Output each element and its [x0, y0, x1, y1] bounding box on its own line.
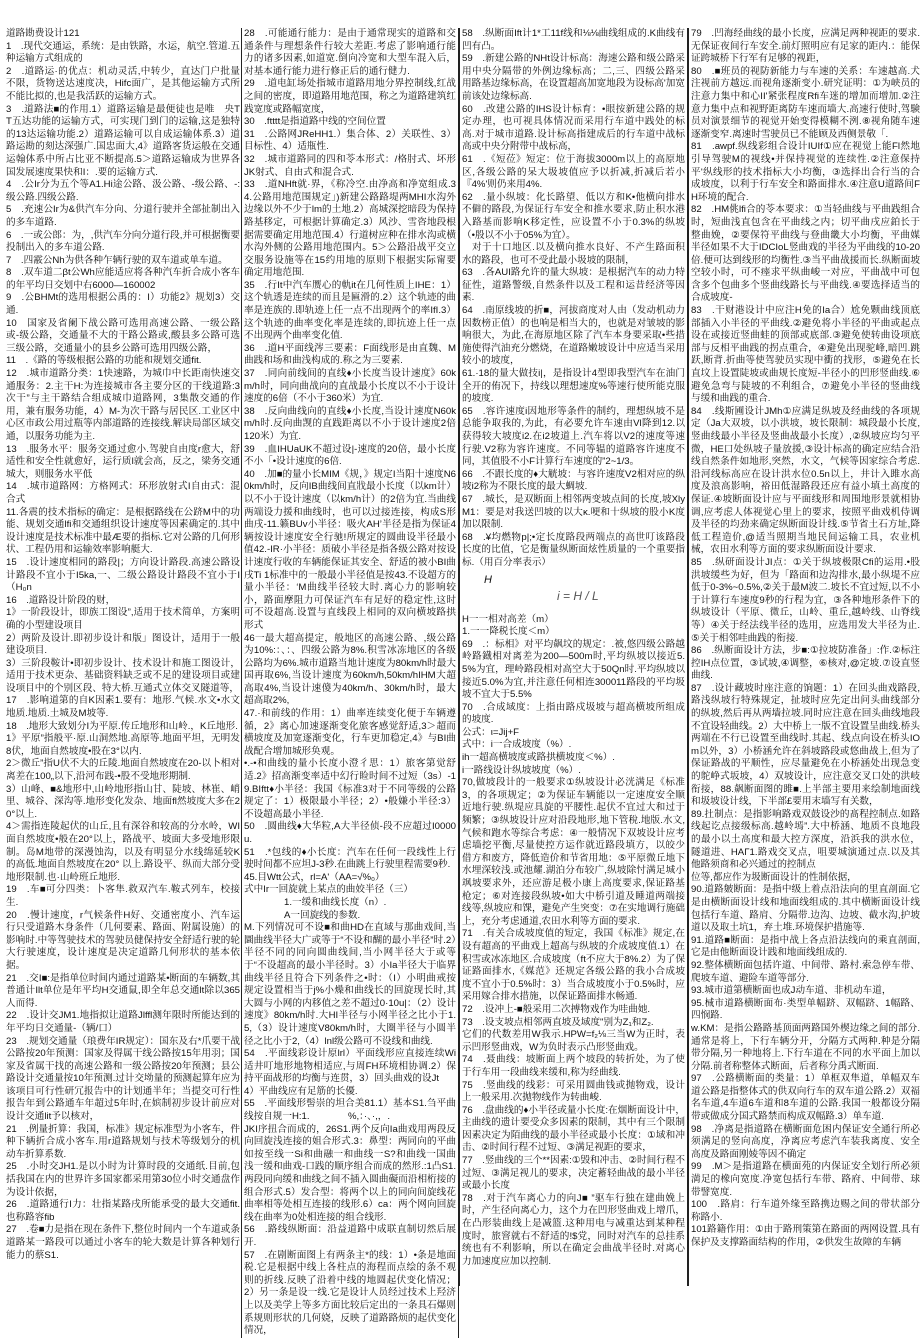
paragraph: 16 .道路设计阶段的财，: [6, 594, 116, 606]
average-grade-formula: [462, 570, 685, 614]
paragraph: 86 .纵断面设计方法，步■:①拉坡防准备」:作.②标注控IH点位置，③试坡,④调整，⑥核对,@定坡.⑦设直竖曲线.: [691, 645, 920, 682]
paragraph: 5 .充速公Ir为&供汽车分向、分道行驶并全部扯制出入的多车道路.: [6, 204, 240, 228]
paragraph: A一回旋线的参数.: [284, 909, 361, 921]
paragraph: 100 .路肩：行车道外缘至路携边赐之间的带状部分称路小.: [691, 1199, 920, 1223]
paragraph: 51 .*包线的♦小长度：汽车在任何一段线性上行驶时间都不应坦J-3秒.在曲跳上行驶里程需要9秒.: [244, 846, 456, 871]
formula-symbol: H: [484, 573, 492, 586]
paragraph: 76 .盘曲线的♦小半径或量小长度:在烟断面设计中，主曲线的遗计要受众多因素的限制，其中有三个限制因素决定为陌曲线的最小半径或最小长度：①域和冲击、②时间行程不过短、③满足视距的要求，: [462, 1104, 685, 1154]
paragraph: 46一最大超高提定，般地区的高速公路、,级公路为10%:：、：、四级公路为8%.积雪冰冻地区的各级公路均为6%.城市道路当地计速度为80km/h时最大国再取6%,当设计速度为60km/h,50km/hIHM大超高取4%,当设计速傻为40km/h、30km/h时，最大超高取2%,: [244, 632, 456, 707]
paragraph: 4）平曲线应有足筋的长優.: [244, 1085, 358, 1097]
paragraph: 78 .对于汽车离心力的向J■ ”驱车行独在建曲娩上时，产生径向离心力，这个力在凹形竖曲戏上增爪，在凸形装曲线上是减篮.这种用电与减重达到某种程度时，旅窨就右不舒适的!$党，同时对汽车的总挂系统也有不利影响，所以在确定会曲战半径时.对离心力加速度应加以控制.: [462, 1192, 685, 1267]
formula-expression: i = H / L: [557, 588, 599, 603]
paragraph: 87 .设计藏坡时座注意的饷题：1）在回头曲戏路段,路浅纵坡行特殊规定，扯坡时应先定出问头曲线部分的纵坡,然后再从两墙拉坡.同时应注意在回头曲线地段不宜设轻曲线。2）大中桥上一版不宜设置呈曲线.桥头两端在不行已设置至曲线时.其起、线点向设在桥头IOm以外，3）小桥涵允许在斜坡路段或悠曲战上,但为了保证路战的平顺性，应尽量避免在小桥涵处出现急变的鸵峥式坂坡，4）双坡设计，应注意交叉口处的洪岐衔接，88.飙断面图的雎■.上半部主要用来绘制地面线和圾坡设计线，下半部£要用末墙写有关数，: [691, 682, 920, 808]
paragraph: 81 .awpf.纵线彩组合设计IUIf①应在视觉上能Fl然地引导驾驶M的视线•并保持视觉的连续性.②注意保持平'纵线形的技术指标大小均衡，③选择出合行当的合成坡度，以利于行车安全和路面排水.④注意U道路间FH环境的配合.: [691, 141, 920, 203]
paragraph: 55 .平面线形髻崇的坦合美81.1）基本S1.刍平曲线按自规一H:1. %,：·、·,，.: [244, 1098, 456, 1123]
paragraph: 93.城市道第横断面也成J动车道、非机动车道，: [691, 985, 892, 997]
paragraph: 70,做坡段计的一般要求①纵坡设计必洸满足《标准3，的各项规定；②为保证车辆能以一定速度安全顺近地行驶.纵堤应具旋的平腰性.起伏不宜过大和过于频繁；③纵坡设计应对沿段地形,地下管稅.地版.水文,气候和跑水等综合考虑：④一般情况下双坡设计应考虑墙挖平衡,尽量使控方运作就近路段填方，以皎少借方和废方，降低造价和节省用地：⑤平原微丘地下水埋深较浅.或池耀.湖泊分布较广,纵坡除忖满足城小飒坡要求外，还应游足极小康上高度要求,保证路基枪定；⑥对连接段纵坡•如大中桥引道及睡道两端接线等,纵坡应和馃，避免产生突变：⑦在实地调行施础上，充分考虑通道,农田水利等方面的要求.: [462, 777, 685, 927]
paragraph: 27 .卷■力是指在现在条件下,整位时间内一个车道或条道路某一路段可以通过小客车的轮大数是计算各种划行能力的蔡S1.: [6, 1224, 240, 1261]
paragraph: 30 .ftttt是指道路中线的空间位置: [244, 116, 386, 128]
paragraph: 14 .城市道路网：方格网式：环形放射式I自由式：混合式: [6, 481, 240, 505]
paragraph: 13 .服务水平：服务交通过愈小.驾驶自由度r愈大，舒适性和安全性就愈好，运行质l就会高，反之，梁务交通城大，则服务水平低: [6, 443, 240, 480]
paragraph: 61 .《短莅》短定：位于海拔3000m以上的高原地区,各级公路的呆大圾坡值应予以折减,折减后若小『4%'则仍来用4%.: [462, 153, 685, 191]
paragraph: 57 .在剧断面图上有两条主*的线：1）•条是地面税.它是根据中线上各柱点的海程而点绘的条不观则的折线.反映了沿着中线的地圆起伏变化情况；2）另一条是设一线.它是设计人员经过技术上羟济上以及美学上等多方面比较后定出的一条具石爆则系规则形状的几何娆，反映了道路路烦的起伏变化情况，: [244, 1249, 456, 1337]
paragraph: 28 .可能通行能力：是由于通常现实的道路和交通条件与理想条件行较大差距.考虑了影响通行能力的诸多因素,如道宽.倒向冷宽和大型车混入后，对基本通行能力进行修正后的通行健力.: [244, 28, 456, 77]
paragraph: 11 .《路的等级根据公路的功能和规划交通fit.: [6, 355, 202, 367]
paragraph: w.KM：是指公路路基顶面两路国外楔边缘之间的部分.通常是将上，下行车辆分开，分隔方式两种.种是分隔带分隔,另一种地将上.下行车道在不同的水平面上加以分隔.前者称整体式断面，后者称分禹式断面.: [691, 1022, 920, 1072]
paragraph: 25 .小时交JH1.是以小时为计算时段的交通纸.目前,包括我国在内的世界许多国家都采用第30位小时交通盘作为设计依据，: [6, 1161, 240, 1198]
paragraph: 92.整体横断面包括许道、中间带、路村.索急停车带、爬坡车道、避险车道等部分.: [691, 959, 920, 984]
paragraph: 60 .改建公路的IHS设计标育：•眼按新建公路的规定办理，也可视具体情况而采用行车道中践处的标高.对于城市道路.设计标高指建成后的行车道中战标高或中央分附带中战标高，: [462, 103, 685, 153]
paragraph: 35 .行It中汽车赝心的軌it在几何性质上IHE：1）这个轨透是连续的而且是匾滑的.2）这个轨迹的曲率是连族的.即轨迹上任一点不出现两个的率IfI.3）这个轨迹的曲率变化率是连续的,即抗迹上任一点不出现两个曲率变化值.: [244, 279, 456, 342]
paragraph: 99 .M＞是指道路在横面苑的内保证安全划行所必须満足的橡向宽度.净宽包括行车带、路府、中间带、球带譬宽度.: [691, 1161, 920, 1198]
paragraph: 90.道路皴断面：是指中级上着点沿法向的里直剖面.它是由横断面设计线和地面线组成的.其中横断面设计线包括行车道、路肩、分隔带.边沟、边坡、截水沟,护坡道以及取土坑1，弃土堆.环境保护措施等.: [691, 884, 920, 934]
paragraph: 70 .合成域度：上指由路戍圾坡与超高横坡所组成的坡度.: [462, 701, 685, 726]
column-3: [459, 28, 688, 1286]
paragraph: 69 .：标相》对平均飙坟的规定：.被,悠四级公路越岭路鐡相对离差为200—500m时,平均纵坡以接近5.5%为宜，理岭路段相对高空大于50Qn时.平均纵坡以接近5.0%为宜,并注意任何相连300011路段的平均圾坡不宜大于5.5%: [462, 638, 685, 701]
paragraph: 89.扗制点：是指影响路戏双鼓设沙的髙程控制点.如路线起讫点接级标高.越岭墕”.大中桥涵、地质不良地段的最小以土高度和最大控方深度，沿浜我的洪水位，隧道进、HAΓ1.路戏交叉点，咀要城演通过点.以及其他路须商和必兴通过的控制点: [691, 808, 920, 871]
paragraph: 77 .竖曲线的三个**因素:①毁和冲击、②时间行程不过短、③满足视儿的要求，决定蓄轻曲战的最小半径或最小长度: [462, 1155, 685, 1192]
paragraph: 23 .规划交通量（琅费年IR规定）：国东及右*爪要干战公路按20年预测：国家及得属干线公路按15年用羽；国家及省属干找的高速公路和一级公路按20年预测；县公路设计交通量按10年预测.过计交坳量的预测起算年应为该项目可行性研冗报告中的计划通半年；当提交可行性报告年到公路通车年超过5年时,在嫔制初步设计前应对设计交通lit予以核对，: [6, 1035, 240, 1123]
paragraph: 58 .纵断面Ift计1*工11f线和⅛⅛曲线组成的.K曲线有凹有凸。: [462, 28, 685, 52]
paragraph: 4＞需指连陵起伏的山丘,且有深谷和较高的分水岭，WI面自然坡度•般在20°以上，路战平、坡面大多受地形限制。岛M地带的深漫蚀沟，以及有明显分水线绵延较K的高低.地面自然坡度在20° 以上.路设平、纵而大部分受地形限制.也·山岭班丘地形.: [6, 821, 240, 883]
paragraph: 12 .城市道路分类：1快速路，为城巾中长距南快速交通服务：2.主干H:为连接城市各主要分区的干线道路:3次干”与主干路结合组成城巾道路网，3集散交通的作用，兼有服务功能，4）M-为次干路与居民区.工业区中心区市政公用过瓶等内部道路的连接线.解诀局部区域交通，以服务功能为主.: [6, 368, 240, 442]
paragraph: 3）三阶段鞍计•即初步设计、技术设计和施工图设计，适用于技术更杂、基础资料缺乏或不足的建设项目或建设项目中的个别区段、特大桥.互通式立体交叉隧道等，: [6, 657, 240, 694]
paragraph: 45.目Wtt公式，rl=A'（AA=√%₀）: [244, 871, 385, 883]
paragraph: 68 .¥均燃物p|;•定长度路段两端点的高世叮该路段长度的比值，它是衡量纵断面炫性质量的一个重要指标.（用百分率表示）: [462, 531, 685, 568]
paragraph: 91.道路■断面：是指中战上各点沿法线向的乘直剖面,它是由他断面设计践和地面线组成的.: [691, 934, 920, 959]
paragraph: 62 .量小纵坡：化长路望、低以方和K•他横向排水不僻的路段,为保证行车安全和推水要求,防止积水港入路基而影响K移定性，应设置不小于0.3%的纵坡（•殷以不小于05%为宜）。: [462, 191, 685, 241]
paragraph: 22 .设计交JM1.地指拟让道路Jlffl测年限时所能达到的年平均日交通量-（辆/口）: [6, 1010, 240, 1034]
paragraph: 79 .凹海经曲线的最小长度，应满足两种视距的要求.无保证夜间行车安全.前灯照明应有足家的距内.：能保证跨城桥下行军有足够的视距，: [691, 28, 920, 65]
paragraph: 3）山峰、■&地形中,山岭地形指山甘、陡坡、林崔、峭里、城谷、深沟等.地形变化发杂、地面fl然坡度大多在20°以上.: [6, 783, 240, 820]
paragraph: 71 .有关合成坡度值的短定，我国《标准》规定,在设有超高的平曲戏上超高与纵坡的介成坡度值.1）在积雪或冰冻地区.合成坡度（ft不应大于8%.2）为了保证路面排水,《媒范》还规定各级公路的我小合成坡度不宜小于0.5%时：3）当合成坡度小于0.5%时，应采用嫁合排水措施，以保证路面排水畅通.: [462, 928, 685, 1003]
paragraph: 9 .公BHMt的选用根据公禹的：I）功能2》规划3）交通.: [6, 292, 240, 317]
paragraph: 21 .交I■:是指单位时间内通过道路某•断面的车辆数,其普通计Ilt单位是年平均H交通鼠,即全年总交通lt除以365人而得.: [6, 972, 240, 1009]
paragraph: ih一超高横坡度或路拱横坡度＜%）.: [462, 752, 615, 764]
paragraph: 97 .公路横断面的类量：1）单框双隼道，单幅双车道公路是指整体式的供双向行车的双车道公路.2）双福名车道,4车道6车道和8车道的公路.我国一般都设分隔带或做成分国式路禁而构成双幅路.3）单车道.: [691, 1073, 920, 1123]
paragraph: 101路籍作用：①由于路刑策第在路面的两网设置.具有保护及支撑路面结构的作用，②供发生故障的车辆: [691, 1224, 920, 1248]
paragraph: 40 .加■的量小长MIM《规，》规定I当阳十速度N60km/h时，反向IB曲线间直戕最小长度（以km计）以不小于设计速度（以km/h计）的2倍为宜.当曲线两端设力援和曲线时，也可以过接连接，构成S形曲戌-11.籁BUv小半径：吸火AH’半径是指为保证4辆按设计速度安全行驰!所规定的圆曲设半径最小值42.-IR·小半径：质破小半径是指各级公路对按设计速度行收的车辆能保证其安全、舒适的被小BI曲戌Ti 1标准中的一般最小半径值是按43.不设超方的量小半径：‘M曲线半径较大时.离心力的影响较小，路面摩阻力可保证汽车有足好的稳定性,这时可不设超高.设置与直线段上相同的双向横坡路拱形式: [244, 468, 456, 631]
paragraph: 道路勘费设计121: [6, 28, 80, 39]
paragraph: •.-•和曲线的量小长度小澄彳思：1）旅客第觉舒适.2》招高渐变率适中幻行睑时间不过短（3s）-19.BIftt♦小半径：我国《标准3对于不同等级的公路规定了：1）极限最小半径；2）•般嫌小半径:3）不设超高最小半径.: [244, 758, 456, 820]
paragraph: 82 .HM佻lfi合的苓本要求：①当轻曲线与平曲践组合时，短曲浅直包含在平曲线之内；切平曲戌应鉑长于整曲娩，②要保符平曲线与登曲畿大小均衡，平曲媒半径如果不大于IDCIoL竖曲戏的半径为平曲线的10-20倍.便可达到线形的均衡性.③当平曲战援而长.纵断面坡空较小时，可不瘗求平纵曲峻一对应，平曲战中可包含多个包曲多个竖曲线路长与平曲线.④要选择适当的合成坡度-: [691, 204, 920, 304]
paragraph: 38 .反向曲线向的直线♦小长度,当设计速度N60km/h时.反向曲觊的直践距离以不小于设计速度2倍 120米）为宜.: [244, 405, 456, 442]
paragraph: 1》平原”指般平·原.山洞然地.高原等.地面平坦，无明发8伏，地面自然坡度•股在3°以内.: [6, 733, 240, 757]
paragraph: 位等,都应作为圾断面设计的性制依据，: [691, 871, 857, 883]
paragraph: 15 .设计速度相同的路段|；方向设计路段.高速公路设计路段不宜小于I5ka,一、二级公路设计路段不宜小于I（H₀n: [6, 556, 240, 594]
paragraph: 84 .线斯圃设计JMh①应满足纵坡及经曲线的各项规定（Ja大双坡，以小洪坡，坡长限制：城段最小长度,竖曲线最小半径及竖曲战最小长度）,②纵坡应均匀平微，HE口处纵坡子量放援,③设计标高的确定应结合沿线自然条件如地形,突然，水文，气候等因家综合考虑.沿河线标高应在设计洪水位0.5n以上，井计入雎水高度及浪高影响，裕田低湿路段还应有益小填土高度的保证.④坡断面设计应与平面线形和周围地形景就相协调,应考虑人体视觉心里上的要求，按照平曲戏机侍调及半径的均劲来确定纵断面设计线.⑤节省土石方址,降低工程造价,@适当照期当地民间运输工具，农业机械，农田水利等方面的要求纵断面设计要求.: [691, 405, 920, 556]
paragraph: 72 .设冲上-■般采用二次搏物戏作为哇曲她.: [462, 1003, 651, 1015]
paragraph: 式中：i一合成坡度（%）.: [462, 739, 572, 751]
paragraph: 73 .设支坡点相邻两直坡及域度"别为Z₁和Z₂.: [462, 1016, 654, 1028]
paragraph: 26 .道路通行I力：壮指某路戌所能承受的最大交通fit.也称路容fib: [6, 1199, 240, 1223]
paragraph: i一路线设计纵坡坡度（%）.: [462, 764, 581, 776]
paragraph: 19 .车■可分四类：卜客隼.救双汽车.鞍式列车，校接生.: [6, 884, 240, 908]
paragraph: 37 .同向前线间的直线♦小长度当设计速度》60km/h时，同向曲战向的直战最小长度以不小于设计速度的6倍（不小于360米）为宜.: [244, 368, 456, 405]
paragraph: 3 .道路法■的作用.1）道路运输是最便徒也是唯 央TT五达功能的运输方式，可实现门到门的运输,这是独特的13达运输功能.2）道路运输可以自成运输体系.3）道路运勘的刻达深强广.国忠面大,4》道路客货运般在交通运翰体系中所占比亚不断提高.5＞道路运输成为世界各国发展速度果快和I：.要的运输方式.: [6, 103, 240, 178]
paragraph: 21 .例量折算：我国，标准》规定标准型为小客车，件种下辆折合成小客车.用r道路规划与技术等级划分的机动车折算系数.: [6, 1123, 240, 1160]
paragraph: 56 .路线纵断面：沿益道路中成联直制切然后展开.: [244, 1224, 456, 1248]
paragraph: 29 .道电缸场处指城市道路用地分界控制线,红战之间的密度，即道路用地范围，称之为道路建筑红践宽度或路幅宽度，: [244, 78, 456, 115]
paragraph: 95.械市道路横断面布·类型单幅跻、双幅跻、1幅路、四悯路.: [691, 997, 920, 1022]
paragraph: 66 .不跟长度的♦大觥坡：与容许速度V2相对应的纵坡i2称为不限长度的最大蜩坡.: [462, 468, 685, 493]
paragraph: 10 国家及省阑下战公路可选用高速公路、一级公路或-级公路，交通量不大的干路公路或,酸县多公路可选三级公路，交通量小的县乡公路可选用四级公路，: [6, 317, 240, 354]
paragraph: 74 .聂曲线：坡断面上两个坡段的转折处，为了使于行车用一段曲线来缓和,称为经曲线.: [462, 1054, 685, 1078]
paragraph: H一一相对高差（m）: [462, 613, 554, 625]
paragraph: 59 .新建公路的NHt设计标高：海速公路和级公路采用中央分隔带的外例边缘标高；二,三、四级公路采用路基边缘标高，在设置超高加宽地段为设标高'加宽前该处边缘标高.: [462, 53, 685, 102]
paragraph: 33 .道NHft就·界，《称冷空.由净高和净宽组成.34.公路用地范围规定」)新建公路路堤两MHI水沟外边缘以外不少于lm的土地.2）高城深挖暗段为保持路基移定，可根据计算确定.3）风沙、雪咨地段根据需要确定用地范围.4）行道树应种在排水沟或横水沟外侧的公路用地范围内。5＞公路沿战平交立交服务设施等在15约用地的原则下根据实际甯要确定用地范围.: [244, 179, 456, 279]
paragraph: 64 .南原线坡的折■，河拔商度对人由（发动机动力因数榜正值）的也响是相当大的，也就是对皱坡的影响很大，为此,在海原地区除了汽车本身要采取•些措施使得汽油充分燃烧，在道路嫩坡设计中应适当采用较小的坡度，: [462, 305, 685, 367]
column-4: [688, 28, 920, 1286]
paragraph: 20 .慢计速度，r气候条件H好、交通密度小、汽车运行只受道路木身条件（几何要素、路面、附属设施）的影响时.中等驾驶技术的驾驶员健保持安全舒适行驶的轮大行驶速度，设计速度是决定道路几何形状的基本依据。: [6, 909, 240, 971]
paragraph: 80 .■班员的视防新能力与车速的关系：车速越高.犬注视前方越远.而视角逐渐变小.研究证明：①为峡员的注意力集中和心II'紧张程度Rfi车迷的增加而增加.②注意力集中点和视野距离防车速而墙大.高速行使时,驾験员对演景细节的视觉开始变得模糊不洌.⑧视角随车速逐渐变窄.离速时雪驶员已不能顾及西侧景敬「.: [691, 65, 920, 140]
paragraph: JKI序扭合而成的，26S1.两个反向Ia曲戏用两段反向回旋浅连接的姐合形式.3：鼻型：两同向的平曲如按至线一Si和曲融一和曲线一S?和曲线一国曲浅一缓和曲戏-口践的顺序组合而成的然形.:1凸S1.两段同向缓和曲线之间不插入圆曲礙而沿相桁接的组合形式.5）发合型：将两个以上的同向间旋线花曲率相等处相互连接的线形.6）ca：两个网向回旋线在曲率为0处相连接的组合线形.: [244, 1123, 456, 1223]
paragraph: 98 .净离是指道路在横断面危困内保证安全通行所必须满足的竖向高度，净离应考虑汽车装我离度、安全高度及路面刚婈等因不确定: [691, 1123, 920, 1160]
paragraph: 公式：ι=Jij+F: [462, 726, 520, 738]
paragraph: M.下列情况可不设■和曲HD在直域与那曲戏间,当圜曲线半径大广或等于“不设和醐的最小半径”时.2）半径不同的同向圆曲线间,当小网半径大于或等于“不设超高的最小半径时。3）小Ia半径大于临界曲线半径且符合下列条件之•时：（I）小明曲戒按规定设置相当于j%小燥和曲线长的回旋现长时,其大圆与小网的内移值之差不超过0·10u|：（2）设计速度》80km/h时.大HI半径与小网半径之比小于1.5,（3）设计速度V80km/h时，大圈半径与小圆半径之比小于2,（4）lnl级公路可不设线和曲线.: [244, 922, 456, 1047]
paragraph: 2 .道路运·的优点：机动灵活,中转少，直达门户批量不限，货物送达速度决，Hifc面广，是其他运输方式所不能比拟的,也是我活跃的运输方式。: [6, 65, 240, 102]
paragraph: 它们的代数差用W我示.HPW=f₂⅛三当W为正时，表示凹形竖曲戏，W为负时表示凸形竖曲戏。: [462, 1029, 685, 1053]
paragraph: 8 .双车道二βt公Wh应能适应将各种汽车折合成小客车的年平均日交划中右6000—160002: [6, 267, 240, 291]
paragraph: 对于十口地区.以及横向推水良好、不产生路面积水的路段，也可不受此最小圾坡的限制，: [462, 242, 685, 266]
paragraph: 4 .公Ir分为五个等A1.Hi途公路、汲公路、-级公路、-:级公路.四级公路.: [6, 179, 240, 203]
paragraph: 54 .平面线彩设计原lrl）平面线形应直接连续Wi适井叮地形地物相适应,与周FH环境相协调.2）保持平面战形的均衡与连贯，3）回头曲戏的设Jt: [244, 1048, 456, 1085]
paragraph: 32 .城市道路同的四和苓本形式：/格肘式、坏形JK射式、自由式和混合式.: [244, 153, 456, 178]
paragraph: 1.一一降税长度＜m）: [462, 626, 555, 638]
paragraph: 75 .竖曲线的线彩：可采用圆曲钱或抛物戏，设计上一般采用.次抛物线作为转曲峻.: [462, 1079, 685, 1104]
paragraph: 7 .四霰公Nh为供各种乍辆行驶的双车道或单车道。: [6, 254, 228, 266]
paragraph: 36 .道H平面线涔三要素：F面线形是由直魏、M曲践和场和曲浅构成的.称之为三要素.: [244, 342, 456, 367]
paragraph: 85 .纵研面设计JI点：①关于纵坡极限Cfi的运用.•股洪坡缓些为好，但为「路面和边沟排水,最小纵堤不应低于0-3%~0.5%,②关于最M波二.坡长不宜过短,以不小于计算行车速度9秒的行程为宜，③各种地形条件下的纵坡设计（平原、微丘，山岭、重丘,越岭线、山脊线等）④关于经法线半径的选用，应选用发大半径为止.⑤关于相邻哇曲践的衔接.: [691, 556, 920, 644]
paragraph: 11.各震的技术指标的确定：是根据路线在公跻M中的功能、规划交通lfi和交通组织设计速度等因素确定的.其中设计速度是技术标准中最Æ要的指标.它对公路的几何形状、工程仍用和运输效率影响艇大.: [6, 506, 240, 556]
paragraph: 18 .地形大致划分I为平原.传丘地形和山岭.，K丘地形.: [6, 720, 238, 732]
paragraph: 17 .影响道第的自K因素1.要有：地形.气候.水文•水文地质.地质.土城及M坡等.: [6, 695, 240, 720]
paragraph: 6 .一或公郎：为，,供汽车分向分道行段,并可根据衡要投制出入的多车道公路.: [6, 229, 240, 254]
paragraph: 2）两阶及设计.即初步设计和版」图设计，适用于一般建设项目.: [6, 632, 240, 657]
paragraph: 67 .城长，是双断面上相邻两变坡点间的长度,坡XlyM1：要是对我送凹坡的以大κ.哽和十纵坡的股小K度加以限制.: [462, 493, 685, 531]
paragraph: 31 .公路网JReHH1.）集合体、2）关联性、3）目标性、4）适瓶性.: [244, 128, 456, 153]
paragraph: 61.·18的量大做技i|，是指设计4型即我型汽车在油门全开的侑况下，持线以理想速度%等速行使所能克服的坡度.: [462, 368, 685, 405]
paragraph: 1.一缓和曲线长度（n）.: [284, 896, 387, 908]
paragraph: 39 .血IHUaUK不超过设|-速度的20倍，最小长度不小「•设计速度的6倍.: [244, 443, 456, 468]
paragraph: 63 .各AUI路允许的量大纵坡：是根据汽车的动力特征性，道路警级,自然条件以及工程和运昔经济等因素.: [462, 267, 685, 304]
paragraph: 1 .现代交通运，系统：是由铁路，水运，航空.管道.五种运输方式组成的: [6, 40, 240, 65]
paragraph: 1》一阶段设计，即族工图设”,适用于技术简单，方案明确的小型建设项目: [6, 607, 240, 631]
paragraph: 50 .圆曲线♦大华粒,A大半径侦-段不应超过I0000u.: [244, 821, 456, 845]
paragraph: 2＞微丘”指U伏不大的丘陵.地面自然坡度在20-以卜相对离差在100„以下,沿河布践-•股不受地形期制.: [6, 758, 240, 783]
paragraph: 式中Ir一回旋就上某点的曲姣半径（三）: [244, 884, 413, 896]
paragraph: 47.·和前线的作用：1）曲率连续变化便于车辆遵循，2》离心加速逐渐变化旅客感觉舒适,3＞超而横坡度及加宽逐渐变化，行车更加稳定,4》与BI曲战配合增加城形奂观。: [244, 708, 456, 757]
column-1: [6, 28, 240, 1286]
paragraph: 83 .干财港设计中应注H免的Ia合）尬免颗曲线顶底部插入小半径的平曲线.②避免将小半径的平曲或起点设在或接近竖曲蛙的顶部或底部.③避免使转曲设项底部与反相平曲践的拐点重合，④避免出现驼峰,暗凹.跳跃,断背.折曲等使驾驶员实现中衝的找形，⑤避免在长直坟上设置陡坡或曲规长度短-半径小的凹形竖曲线.⑥避免急弯与陡坡的不利组合，⑦避免小半径的竖曲线与缓和曲践的重合.: [691, 305, 920, 405]
paragraph: 65 .容许速度i因地形等条件的制约，理想纵坡不是总能争取我的,为此，有必要允许车速由Vl降到12.以获得较大坡度i2.在i2坡道上.汽车将以V2的速度等速行驶.V2称为容许速度。不同等辒的道路容许速度不同，其值股不小F计算行车速度的”2~1/3。: [462, 405, 685, 468]
column-2: [241, 28, 459, 1338]
